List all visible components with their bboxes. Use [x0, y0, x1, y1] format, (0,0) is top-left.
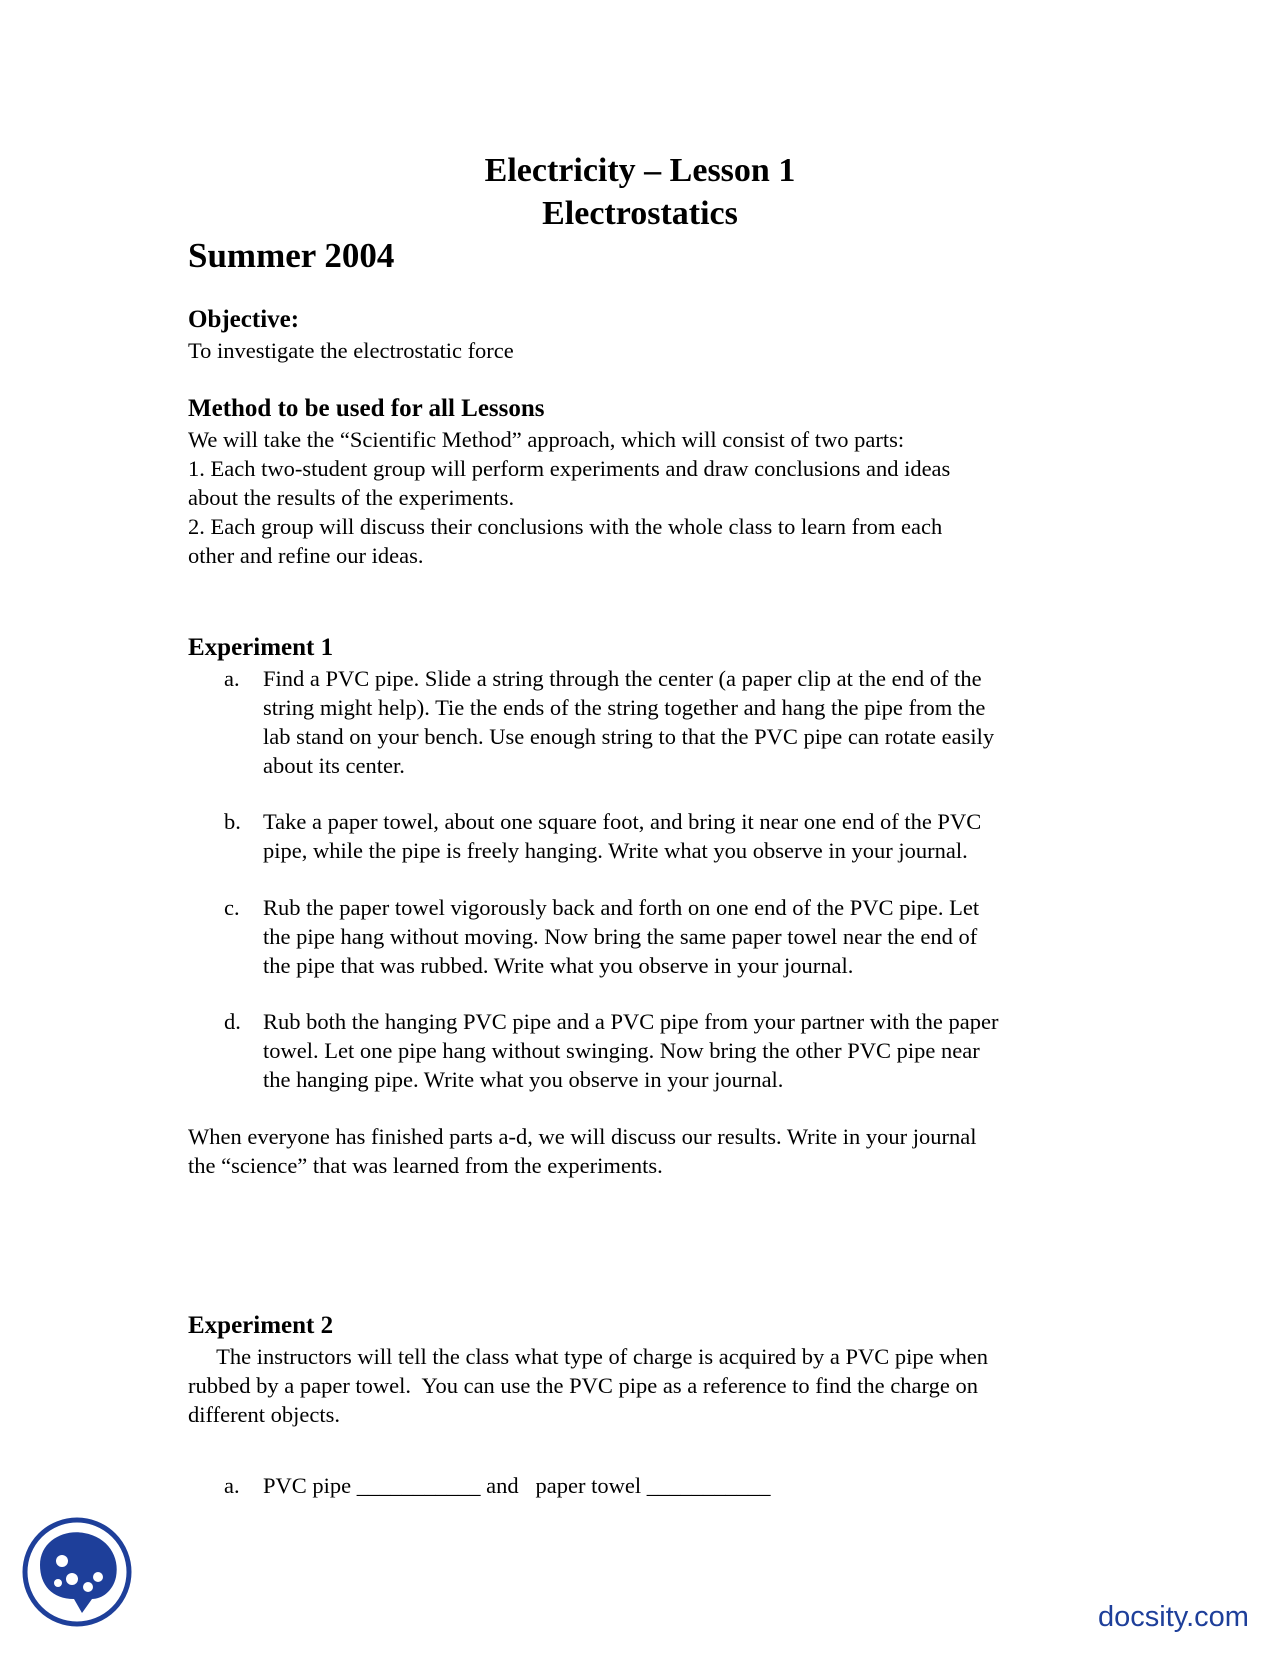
- item-label: d.: [224, 1009, 241, 1034]
- method-text: We will take the “Scientific Method” approach, which will consist of two parts: 1. Each two-student group will perform experiments and draw conclusions and ideas about the results of the experiments. 2. Each group will discuss their conclusions with the whole class to learn from each other and refine our ideas.: [188, 427, 951, 568]
- lesson-title: Electricity – Lesson 1: [484, 152, 796, 189]
- method-heading: Method to be used for all Lessons: [188, 395, 545, 422]
- objective-text: To investigate the electrostatic force: [188, 338, 514, 363]
- objective-heading: Objective:: [188, 306, 300, 333]
- item-text: PVC pipe ___________ and paper towel ___________: [263, 1473, 771, 1498]
- item-label: b.: [224, 809, 241, 834]
- item-text: Find a PVC pipe. Slide a string through the center (a paper clip at the end of the string might help). Tie the ends of the string together and hang the pipe from the lab stand on your bench. Use enough string to that the PVC pipe can rotate easily about its center.: [263, 666, 995, 778]
- experiment1-closing: When everyone has finished parts a-d, we will discuss our results. Write in your journal the “science” that was learned from the experiments.: [188, 1124, 977, 1178]
- experiment2-intro: The instructors will tell the class what type of charge is acquired by a PVC pipe when rubbed by a paper towel. You can use the PVC pipe as a reference to find the charge on different objects.: [188, 1344, 989, 1427]
- docsity-logo-icon[interactable]: [22, 1517, 132, 1627]
- item-text: Rub the paper towel vigorously back and forth on one end of the PVC pipe. Let the pipe hang without moving. Now bring the same paper towel near the end of the pipe that was rubbed. Write what you observe in your journal.: [263, 895, 980, 978]
- experiment1-heading: Experiment 1: [188, 634, 334, 661]
- item-text: Rub both the hanging PVC pipe and a PVC pipe from your partner with the paper towel. Let one pipe hang without swinging. Now bring the other PVC pipe near the hanging pipe. Write what you observe in your journal.: [263, 1009, 999, 1092]
- experiment2-heading: Experiment 2: [188, 1312, 334, 1339]
- item-text: Take a paper towel, about one square foot, and bring it near one end of the PVC pipe, while the pipe is freely hanging. Write what you observe in your journal.: [263, 809, 982, 863]
- item-label: c.: [224, 895, 240, 920]
- docsity-brand-link[interactable]: docsity.com: [1098, 1601, 1249, 1633]
- term-heading: Summer 2004: [188, 236, 395, 275]
- item-label: a.: [224, 1473, 240, 1498]
- lesson-subtitle: Electrostatics: [542, 195, 738, 232]
- item-label: a.: [224, 666, 240, 691]
